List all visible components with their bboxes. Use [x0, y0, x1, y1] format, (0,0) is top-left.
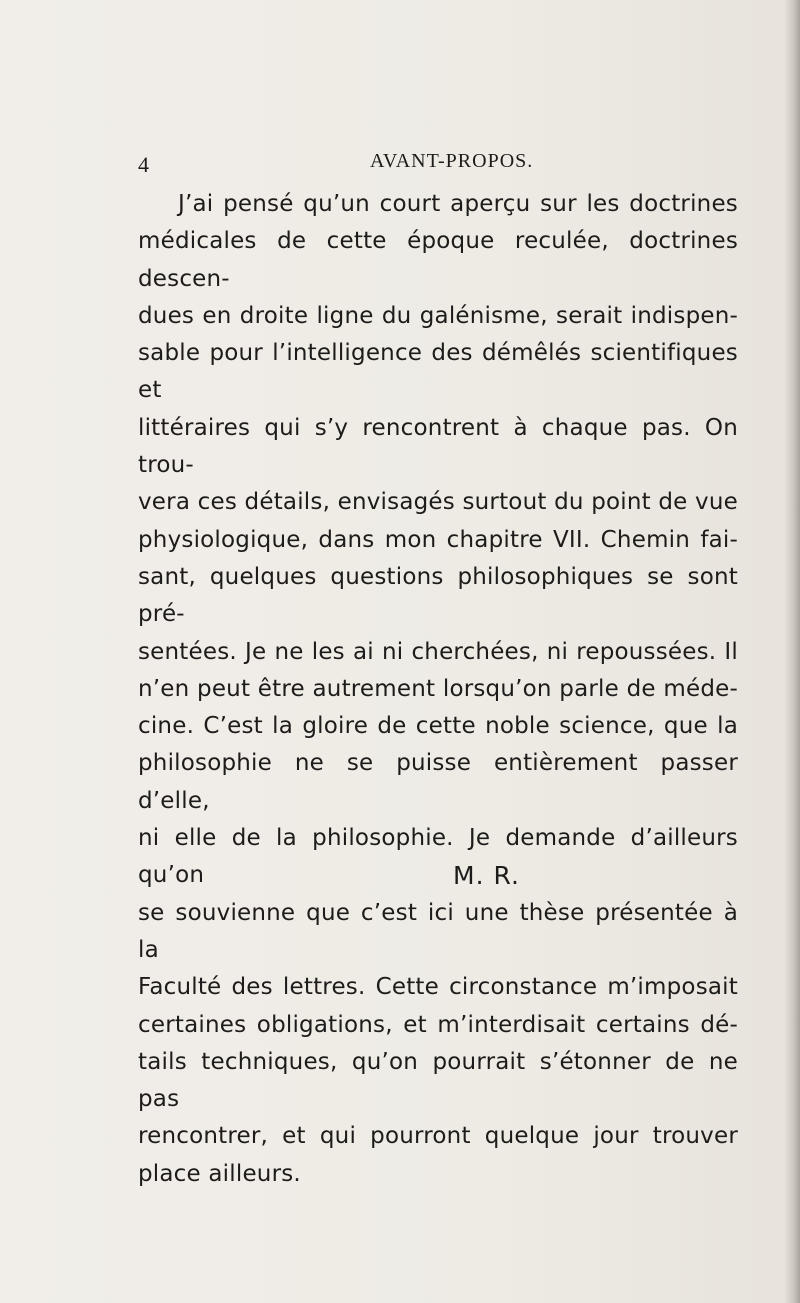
text-line: tails techniques, qu’on pourrait s’étonner de ne pas: [138, 1048, 738, 1113]
running-head: AVANT-PROPOS.: [370, 150, 534, 172]
text-line: certaines obligations, et m’interdisait certains dé-: [138, 1011, 738, 1038]
text-line: rencontrer, et qui pourront quelque jour trouver: [138, 1123, 738, 1150]
text-line: ni elle de la philosophie. Je demande d’ailleurs qu’on: [138, 825, 738, 889]
text-line: dues en droite ligne du galénisme, serait indispen-: [138, 302, 738, 329]
text-line: vera ces détails, envisagés surtout du point de vue: [138, 489, 738, 516]
text-line: sable pour l’intelligence des démêlés scientifiques et: [138, 340, 738, 404]
text-line: sentées. Je ne les ai ni cherchées, ni repoussées. Il: [138, 638, 738, 665]
text-line: littéraires qui s’y rencontrent à chaque pas. On trou-: [138, 414, 738, 479]
text-line: J’ai pensé qu’un court aperçu sur les doctrines: [178, 191, 738, 217]
page-header: [138, 150, 738, 180]
body-paragraph: [138, 186, 738, 1193]
text-line: physiologique, dans mon chapitre VII. Chemin fai-: [138, 526, 738, 553]
author-signature: M. R.: [453, 861, 520, 890]
page-edge-shadow: [784, 0, 800, 1303]
page-number: 4: [138, 152, 149, 177]
text-line: n’en peut être autrement lorsqu’on parle de méde-: [138, 675, 738, 702]
text-line: médicales de cette époque reculée, doctrines descen-: [138, 228, 738, 292]
text-line: philosophie ne se puisse entièrement passer d’elle,: [138, 750, 738, 814]
text-line-last: place ailleurs.: [138, 1160, 301, 1187]
text-line: sant, quelques questions philosophiques se sont pré-: [138, 563, 738, 628]
text-line: se souvienne que c’est ici une thèse présentée à la: [138, 899, 738, 963]
text-line: Faculté des lettres. Cette circonstance m’imposait: [138, 974, 738, 1001]
text-line: cine. C’est la gloire de cette noble science, que la: [138, 713, 738, 740]
